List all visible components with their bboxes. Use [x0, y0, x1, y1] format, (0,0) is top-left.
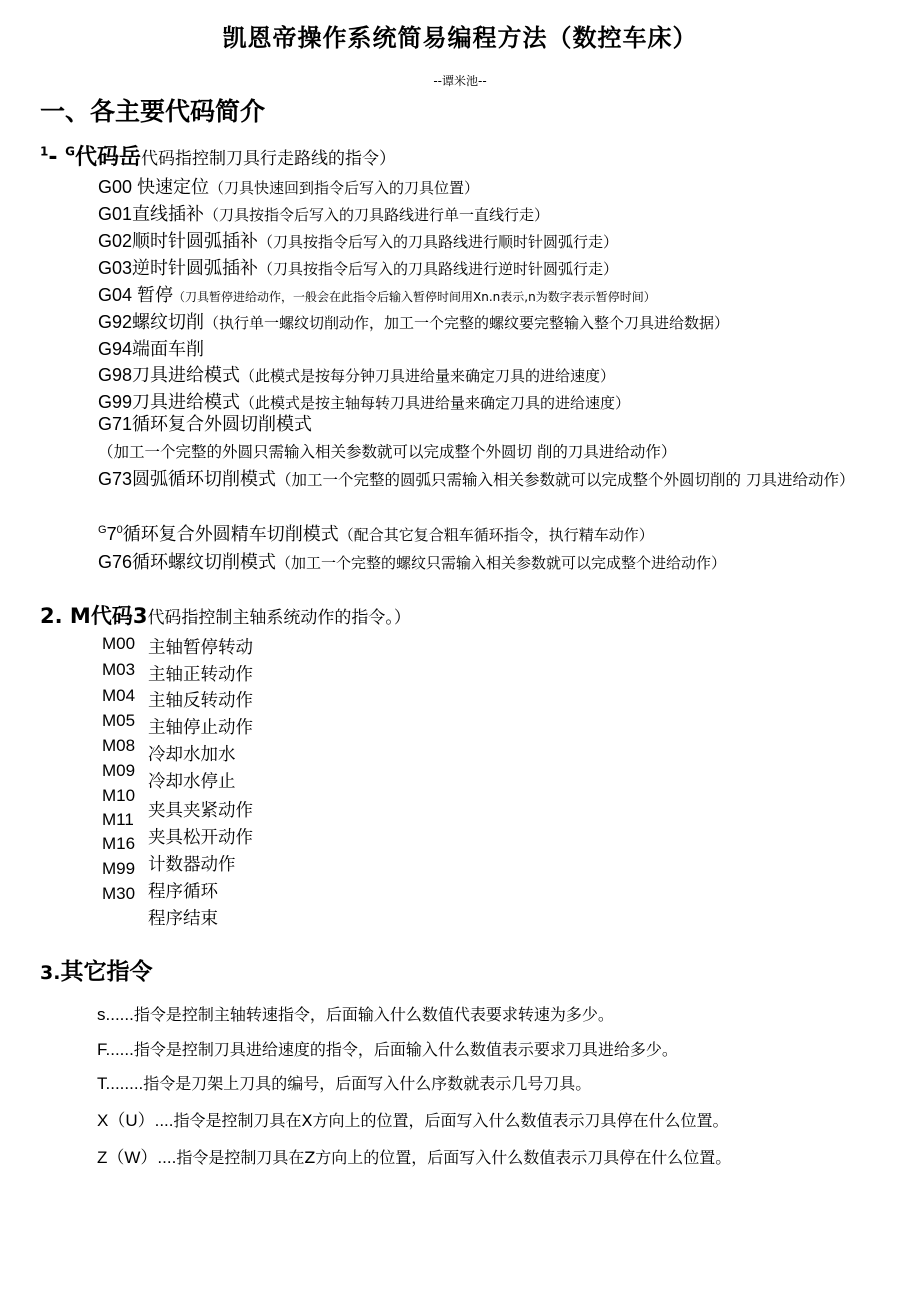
g-code-desc: （加工一个完整的外圆只需输入相关参数就可以完成整个外圆切 削的刀具进给动作）: [98, 443, 677, 461]
g-code-desc: （此模式是按每分钟刀具进给量来确定刀具的进给速度）: [240, 367, 616, 385]
m-code-desc: 夹具松开动作: [148, 828, 253, 848]
instruction-desc: 指令是控制刀具在X方向上的位置，后面写入什么数值表示刀具停在什么位置。: [173, 1111, 729, 1130]
instruction-desc: 指令是控制刀具进给速度的指令，后面输入什么数值表示要求刀具进给多少。: [133, 1040, 678, 1059]
other-instruction: [97, 1037, 678, 1060]
g-code: G03逆时针圆弧插补: [98, 258, 259, 278]
subsection-title: 代码岳: [75, 145, 142, 170]
instruction-code: T........: [97, 1074, 144, 1093]
g-code: G00 快速定位: [98, 177, 210, 197]
subsection-dash: -: [48, 145, 66, 170]
m-code: M16: [102, 834, 136, 853]
m-code: M08: [102, 736, 136, 755]
g-code-line: [98, 520, 654, 546]
section-3-title: 其它指令: [60, 959, 153, 985]
document-title: 凯恩帝操作系统简易编程方法（数控车床）: [222, 24, 698, 52]
subsection-sup: G: [65, 144, 76, 159]
m-code: M03: [102, 660, 136, 679]
m-code-desc: 夹具夹紧动作: [148, 801, 253, 821]
section-2-num2: 3: [132, 604, 148, 628]
g-code: G04 暂停: [98, 285, 174, 305]
section-3-heading: [40, 953, 152, 986]
m-code: M30: [102, 884, 136, 903]
g-code-desc: （刀具按指令后写入的刀具路线进行逆时针圆弧行走）: [258, 260, 619, 278]
author-line: --谭米池--: [433, 74, 487, 88]
m-code: M10: [102, 786, 136, 805]
g-code: G94端面车削: [98, 339, 205, 359]
g-code-desc: （刀具暂停进给动作，一般会在此指令后输入暂停时间用Xn.n表示,n为数字表示暂停时间）: [173, 290, 656, 304]
instruction-code: F......: [97, 1040, 134, 1059]
g-code-line: [98, 466, 888, 494]
g-code-desc: （刀具按指令后写入的刀具路线进行单一直线行走）: [204, 206, 550, 224]
g-code-line: [98, 200, 549, 226]
m-code-desc: 冷却水加水: [148, 745, 236, 765]
m-code-desc: 主轴停止动作: [148, 718, 253, 738]
subsection-desc: 代码指控制刀具行走路线的指令）: [141, 149, 397, 169]
instruction-code: X（U）....: [97, 1111, 174, 1130]
m-code: M05: [102, 711, 136, 730]
m-code-desc: 程序循环: [148, 882, 218, 902]
other-instruction: [97, 1071, 591, 1094]
section-1-heading: 一、各主要代码简介: [40, 97, 266, 126]
g-code-desc: （刀具按指令后写入的刀具路线进行顺时针圆弧行走）: [258, 233, 619, 251]
g-code-sup: 0: [116, 524, 123, 536]
g-code-desc: （配合其它复合粗车循环指令，执行精车动作）: [338, 526, 654, 544]
m-code: M00: [102, 634, 136, 653]
g-code-line: [98, 308, 729, 334]
g-code: G02顺时针圆弧插补: [98, 231, 259, 251]
instruction-desc: 指令是控制主轴转速指令，后面输入什么数值代表要求转速为多少。: [133, 1005, 614, 1024]
g-code-desc: （加工一个完整的圆弧只需输入相关参数就可以完成整个外圆切削的 刀具进给动作）: [276, 471, 855, 489]
subsection-number: 1: [40, 144, 49, 159]
g-code-line: [98, 335, 204, 361]
m-code: M04: [102, 686, 136, 705]
other-instruction: [97, 1143, 731, 1168]
g-code-desc: （加工一个完整的螺纹只需输入相关参数就可以完成整个进给动作）: [276, 554, 727, 572]
m-code-desc: 主轴反转动作: [148, 691, 253, 711]
g-code: G99刀具进给模式: [98, 392, 241, 412]
instruction-desc: 指令是控制刀具在Z方向上的位置，后面写入什么数值表示刀具停在什么位置。: [176, 1148, 732, 1167]
g-code-line: [98, 548, 726, 574]
instruction-code: Z（W）....: [97, 1148, 177, 1167]
g-code-line: [98, 411, 888, 466]
g-code-desc: （此模式是按主轴每转刀具进给量来确定刀具的进给速度）: [240, 394, 631, 412]
g-code-line: [98, 173, 479, 199]
g-code-desc: （执行单一螺纹切削动作，加工一个完整的螺纹要完整输入整个刀具进给数据）: [204, 314, 730, 332]
section-2-title: 代码: [90, 604, 133, 628]
other-instruction: [97, 1106, 728, 1131]
g-code-line: [98, 254, 618, 280]
instruction-code: s......: [97, 1005, 134, 1024]
m-code-desc: 主轴暂停转动: [148, 638, 253, 658]
g-code-line: [98, 227, 618, 253]
g-code-desc: （刀具快速回到指令后写入的刀具位置）: [209, 179, 480, 197]
section-3-num: 3.: [40, 962, 61, 984]
section-2-desc: 代码指控制主轴系统动作的指令。）: [147, 608, 411, 628]
g-code: G98刀具进给模式: [98, 365, 241, 385]
g-code-line: [98, 361, 615, 387]
m-code: M09: [102, 761, 136, 780]
m-code: M11: [102, 810, 134, 829]
g-code: G76循环螺纹切削模式: [98, 552, 277, 572]
m-code-desc: 程序结束: [148, 909, 218, 929]
g-code-main: 7: [106, 524, 117, 544]
g-code: [98, 524, 339, 544]
g-code: G71循环复合外圆切削模式: [98, 414, 313, 434]
g-code-sup: G: [98, 524, 107, 536]
m-code-desc: 冷却水停止: [148, 772, 236, 792]
m-code-desc: 计数器动作: [148, 855, 236, 875]
subsection-g-codes-heading: [40, 140, 396, 171]
g-code: G73圆弧循环切削模式: [98, 469, 277, 489]
g-code-line: [98, 281, 656, 307]
g-code: G92螺纹切削: [98, 312, 205, 332]
m-code-desc: 主轴正转动作: [148, 665, 253, 685]
g-code: G01直线插补: [98, 204, 205, 224]
g-code-rest: 循环复合外圆精车切削模式: [122, 524, 339, 544]
other-instruction: [97, 1002, 614, 1025]
section-2-heading: [40, 600, 411, 630]
m-code: M99: [102, 859, 136, 878]
instruction-desc: 指令是刀架上刀具的编号，后面写入什么序数就表示几号刀具。: [143, 1074, 592, 1093]
section-2-num: 2. M: [40, 604, 91, 628]
